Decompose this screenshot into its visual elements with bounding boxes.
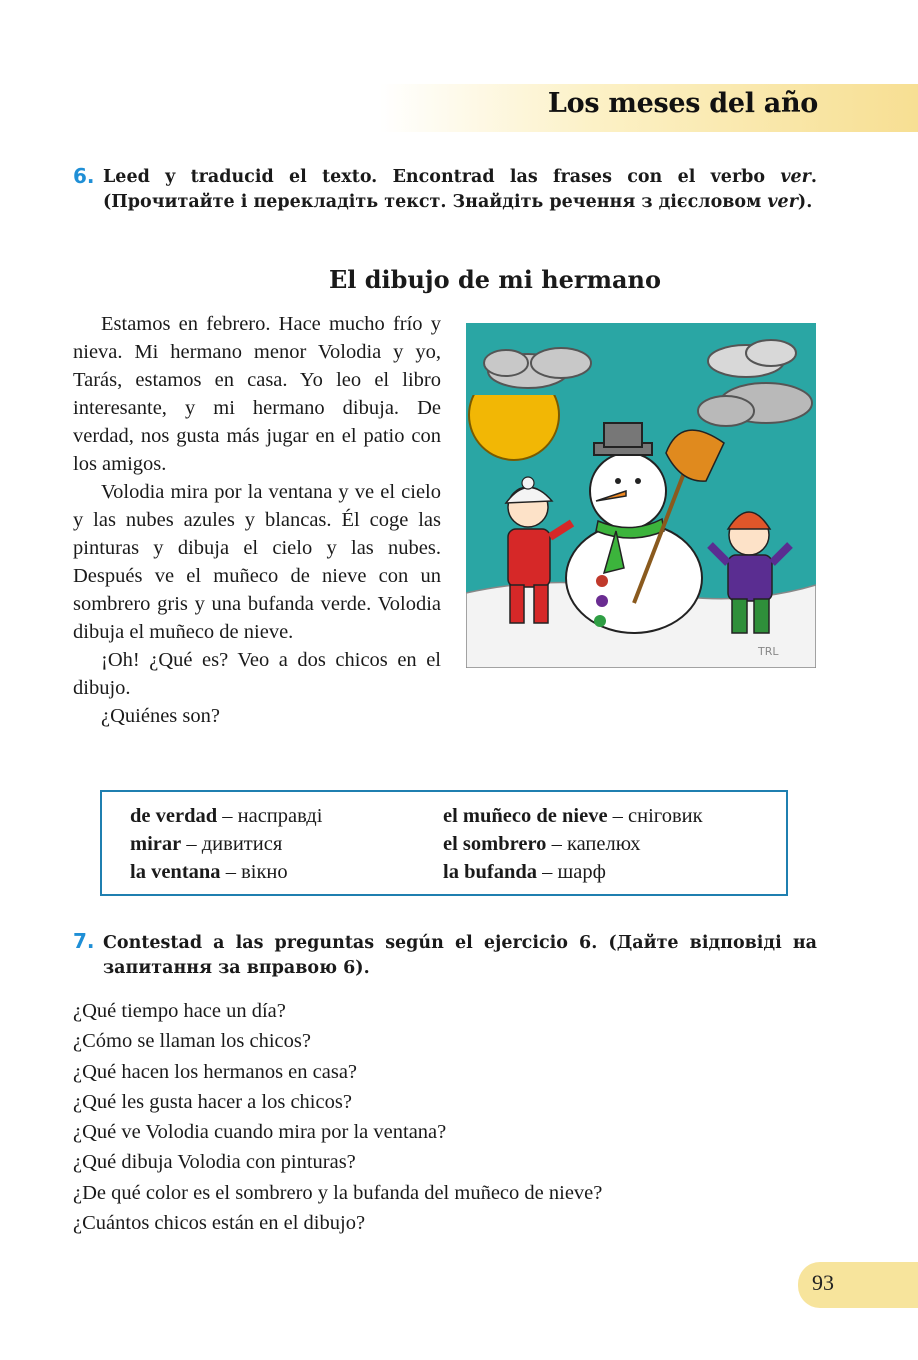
vocabulary-box: [100, 790, 788, 896]
vocabulary-item: de verdad – насправді: [130, 805, 323, 827]
question-item: ¿Qué hacen los hermanos en casa?: [73, 1060, 358, 1083]
story-paragraph: ¡Oh! ¿Qué es? Veo a dos chicos en el dibujo.: [73, 649, 441, 699]
vocabulary-item: la ventana – вікно: [130, 861, 288, 883]
question-item: ¿Cómo se llaman los chicos?: [73, 1030, 311, 1053]
question-item: ¿Cuántos chicos están en el dibujo?: [73, 1212, 366, 1235]
vocabulary-item: mirar – дивитися: [130, 833, 283, 855]
question-item: ¿De qué color es el sombrero y la bufanda del muñeco de nieve?: [73, 1181, 603, 1204]
picture-signature: TRL: [758, 645, 779, 658]
vocabulary-column-left: [130, 802, 322, 886]
question-item: ¿Qué tiempo hace un día?: [73, 1000, 286, 1022]
exercise-7-instruction: Contestad a las preguntas según el ejercicio 6. (Дайте відповіді на запитання за вправою 6).: [103, 933, 817, 978]
vocabulary-column-right: [443, 802, 703, 886]
story-title: El dibujo de mi hermano: [329, 265, 661, 294]
exercise-6-number: 6.: [73, 164, 95, 188]
snowman-illustration: [466, 323, 816, 668]
exercise-7-number: 7.: [73, 929, 95, 953]
page-title: Los meses del año: [547, 88, 818, 119]
question-item: ¿Qué ve Volodia cuando mira por la ventana?: [73, 1121, 447, 1144]
vocabulary-item: el sombrero – капелюх: [443, 833, 641, 855]
exercise-6-instruction: Leed y traducid el texto. Encontrad las frases con el verbo ver. (Прочитайте і перекладіть текст. Знайдіть речення з дієсловом ver).: [103, 167, 817, 212]
vocabulary-item: la bufanda – шарф: [443, 861, 606, 883]
story-paragraph: Volodia mira por la ventana y ve el cielo y las nubes azules y blancas. Él coge las pinturas y dibuja el cielo y las nubes. Después ve el muñeco de nieve con un sombrero gris y una bufanda verde. Volodia dibuja el muñeco de nieve.: [73, 481, 441, 643]
story-paragraph: ¿Quiénes son?: [101, 705, 220, 727]
vocabulary-item: el muñeco de nieve – сніговик: [443, 805, 703, 827]
question-item: ¿Qué les gusta hacer a los chicos?: [73, 1090, 352, 1113]
story-text: [73, 310, 441, 730]
story-paragraph: Estamos en febrero. Hace mucho frío y nieva. Mi hermano menor Volodia y yo, Tarás, estamos en casa. Yo leo el libro interesante, y mi hermano dibuja. De verdad, nos gusta más jugar en el patio con los amigos.: [73, 313, 441, 475]
question-list: [73, 996, 602, 1238]
page-number: 93: [812, 1270, 834, 1295]
question-item: ¿Qué dibuja Volodia con pinturas?: [73, 1151, 356, 1174]
